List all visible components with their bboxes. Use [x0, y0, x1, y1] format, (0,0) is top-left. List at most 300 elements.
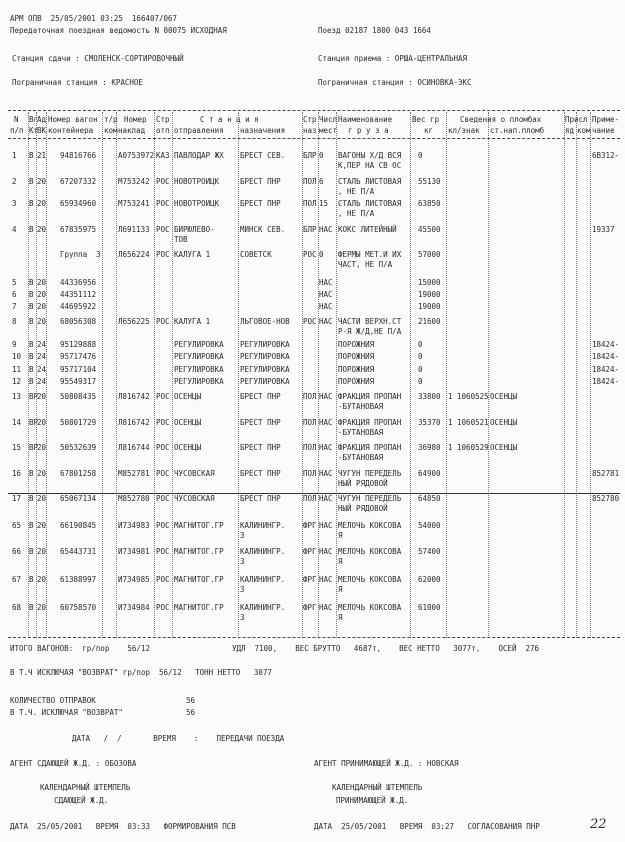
row-number: 16	[12, 469, 22, 478]
row-origin-country: КАЗ	[156, 151, 170, 160]
col-mest: Числ	[319, 115, 338, 124]
table-bottom-rule	[8, 637, 620, 638]
row-vg: В	[29, 575, 34, 584]
row-weight: 64850	[418, 494, 441, 503]
shipments-excl-value: 56	[186, 708, 196, 717]
section-rule	[8, 493, 620, 494]
row-dest-station: БРЕСТ ПНР	[240, 469, 281, 478]
row-cargo: КОКС ЛИТЕЙНЫЙ	[338, 225, 397, 234]
row-cargo-cont: -БУТАНОВАЯ	[338, 453, 384, 462]
row-cargo: ФЕРМЫ МЕТ.И ИХ	[338, 250, 402, 259]
row-cargo: ФРАКЦИЯ ПРОПАН	[338, 443, 402, 452]
row-dest-country: БЛР	[303, 151, 317, 160]
row-ad: 20	[37, 575, 47, 584]
row-dest-station-cont: З	[240, 531, 245, 540]
stamp-sending-label2: СДАЮЩЕЙ Ж.Д.	[54, 796, 109, 805]
row-waybill: И734984	[118, 603, 150, 612]
row-places: НАС	[319, 603, 333, 612]
row-origin-country: РОС	[156, 392, 170, 401]
row-dest-country: ПОЛ	[303, 392, 317, 401]
row-places: НАС	[319, 469, 333, 478]
row-dest-country: ПОЛ	[303, 443, 317, 452]
row-wagon: 67835975	[60, 225, 97, 234]
row-wagon: 66190845	[60, 521, 97, 530]
row-origin-station: КАЛУГА 1	[174, 317, 211, 326]
row-weight: 0	[418, 151, 423, 160]
row-dest-station: РЕГУЛИРОВКА	[240, 365, 290, 374]
row-dest-station: БРЕСТ ПНР	[240, 177, 281, 186]
row-seal-station: ОСЕНЦЫ	[490, 392, 518, 401]
row-origin-station: НОВОТРОИЦК	[174, 177, 220, 186]
doc-title: Передаточная поездная ведомость N 00075 ИСХОДНАЯ	[10, 26, 227, 35]
row-origin-country: РОС	[156, 443, 170, 452]
row-vg: ВР	[29, 392, 39, 401]
row-cargo: ФРАКЦИЯ ПРОПАН	[338, 392, 402, 401]
send-station: Станция сдачи : СМОЛЕНСК-СОРТИРОВОЧНЫЙ	[12, 54, 184, 63]
shipments-excl-label: В Т.Ч. ИСКЛЮЧАЯ "ВОЗВРАТ"	[10, 708, 123, 717]
row-ad: 20	[37, 302, 47, 311]
row-ad: 24	[37, 365, 47, 374]
row-number: 9	[12, 340, 17, 349]
col-ves: Вес гр	[412, 115, 440, 124]
row-dest-country: ПОЛ	[303, 494, 317, 503]
row-places: 0	[319, 250, 324, 259]
row-ad: 20	[37, 418, 47, 427]
row-origin-station: МАГНИТОГ.ГР	[174, 547, 224, 556]
shipments-count-label: КОЛИЧЕСТВО ОТПРАВОК	[10, 696, 96, 705]
row-wagon: 65067134	[60, 494, 97, 503]
row-ad: 20	[37, 225, 47, 234]
row-cargo-cont: НЫЙ РЯДОВОЙ	[338, 504, 388, 513]
row-seal-station: ОСЕНЦЫ	[490, 443, 518, 452]
col-note: Приме-	[592, 115, 620, 124]
row-note: 852781	[592, 469, 620, 478]
row-vg: ВР	[29, 443, 39, 452]
row-origin-station: ОСЕНЦЫ	[174, 392, 202, 401]
row-vg: В	[29, 603, 34, 612]
row-wagon: 44351112	[60, 290, 97, 299]
row-origin-country: РОС	[156, 225, 170, 234]
row-cargo: СТАЛЬ ЛИСТОВАЯ	[338, 177, 402, 186]
row-wagon: 44695922	[60, 302, 97, 311]
row-origin-station: ОСЕНЦЫ	[174, 418, 202, 427]
row-cargo-cont: ЧАСТ, НЕ П/А	[338, 260, 393, 269]
row-cargo-cont: , НЕ П/А	[338, 209, 375, 218]
row-origin-station: РЕГУЛИРОВКА	[174, 365, 224, 374]
row-waybill: М852780	[118, 494, 150, 503]
row-dest-country: ПОЛ	[303, 177, 317, 186]
row-ad: 20	[37, 547, 47, 556]
agent-sending: АГЕНТ СДАЮЩЕЙ Ж.Д. : ОБОЗОВА	[10, 759, 137, 768]
row-dest-country: РОС	[303, 250, 317, 259]
row-weight: 55130	[418, 177, 441, 186]
row-waybill: И734981	[118, 547, 150, 556]
row-dest-station: БРЕСТ СЕВ.	[240, 151, 286, 160]
row-origin-station: ОСЕНЦЫ	[174, 443, 202, 452]
row-weight: 57400	[418, 547, 441, 556]
row-number: 7	[12, 302, 17, 311]
approval-date: ДАТА 25/05/2001 ВРЕМЯ 03:27 СОГЛАСОВАНИЯ ПНР	[314, 822, 540, 831]
row-vg: В	[29, 469, 34, 478]
row-cargo-cont: Я	[338, 613, 343, 622]
row-places: НАС	[319, 317, 333, 326]
row-waybill: И734983	[118, 521, 150, 530]
row-wagon: 60758570	[60, 603, 97, 612]
row-dest-station-cont: З	[240, 585, 245, 594]
col-n: N	[14, 115, 19, 124]
row-note: 18424-	[592, 377, 620, 386]
row-vg: ВР	[29, 418, 39, 427]
row-ad: 20	[37, 317, 47, 326]
row-note: 852780	[592, 494, 620, 503]
row-origin-station: ЧУСОВСКАЯ	[174, 469, 215, 478]
row-origin-station: ПАВЛОДАР ЖХ	[174, 151, 224, 160]
row-wagon: 50532639	[60, 443, 97, 452]
row-dest-station: КАЛИНИНГР.	[240, 603, 286, 612]
row-cargo-cont: Р-Я Ж/Д,НЕ П/А	[338, 327, 402, 336]
row-origin-country: РОС	[156, 317, 170, 326]
row-number: 13	[12, 392, 22, 401]
row-dest-country: ПОЛ	[303, 418, 317, 427]
row-origin-station: КАЛУГА 1	[174, 250, 211, 259]
row-cargo-cont: НЫЙ РЯДОВОЙ	[338, 479, 388, 488]
row-ad: 20	[37, 290, 47, 299]
row-vg: В	[29, 317, 34, 326]
row-number: 1	[12, 151, 17, 160]
row-dest-station: КАЛИНИНГР.	[240, 521, 286, 530]
row-number: 5	[12, 278, 17, 287]
row-cargo-cont: -БУТАНОВАЯ	[338, 402, 384, 411]
row-weight: 0	[418, 352, 423, 361]
row-places: 6	[319, 177, 324, 186]
stamp-sending-label1: КАЛЕНДАРНЫЙ ШТЕМПЕЛЬ	[40, 783, 131, 792]
row-wagon: 65443731	[60, 547, 97, 556]
row-waybill: Л656224	[118, 250, 150, 259]
transfer-date-time: ДАТА / / ВРЕМЯ : ПЕРЕДАЧИ ПОЕЗДА	[72, 734, 285, 743]
row-weight: 57000	[418, 250, 441, 259]
row-note: 6В312-	[592, 151, 620, 160]
row-dest-country: ФРГ	[303, 603, 317, 612]
row-ad: 20	[37, 443, 47, 452]
row-dest-station: БРЕСТ ПНР	[240, 418, 281, 427]
row-cargo: СТАЛЬ ЛИСТОВАЯ	[338, 199, 402, 208]
row-dest-country: ПОЛ	[303, 199, 317, 208]
row-wagon: 68056308	[60, 317, 97, 326]
row-places: НАС	[319, 302, 333, 311]
shipments-count-value: 56	[186, 696, 196, 705]
row-origin-station: ЧУСОВСКАЯ	[174, 494, 215, 503]
row-vg: В	[29, 151, 34, 160]
row-dest-station: БРЕСТ ПНР	[240, 443, 281, 452]
row-weight: 62000	[418, 575, 441, 584]
row-vg: В	[29, 377, 34, 386]
row-ad: 20	[37, 278, 47, 287]
stamp-receiving-label1: КАЛЕНДАРНЫЙ ШТЕМПЕЛЬ	[332, 783, 423, 792]
row-ad: 20	[37, 177, 47, 186]
row-dest-country: ФРГ	[303, 575, 317, 584]
row-weight: 0	[418, 377, 423, 386]
row-weight: 54000	[418, 521, 441, 530]
row-number: 6	[12, 290, 17, 299]
row-weight: 36980	[418, 443, 441, 452]
row-places: НАС	[319, 547, 333, 556]
col-station: С т а н ц и я	[200, 115, 259, 124]
col-prisl: Присл	[565, 115, 588, 124]
row-wagon: 65934960	[60, 199, 97, 208]
agent-receiving: АГЕНТ ПРИНИМАЮЩЕЙ Ж.Д. : НОВСКАЯ	[314, 759, 459, 768]
row-number: 67	[12, 575, 22, 584]
row-ad: 20	[37, 521, 47, 530]
row-vg: В	[29, 278, 34, 287]
row-origin-country: РОС	[156, 418, 170, 427]
row-weight: 15000	[418, 278, 441, 287]
row-number: 10	[12, 352, 22, 361]
row-cargo: ЧУГУН ПЕРЕДЕЛЬ	[338, 494, 402, 503]
row-seal: 1 1060521	[448, 418, 489, 427]
row-wagon: 67207332	[60, 177, 97, 186]
col-strn: Стр	[303, 115, 317, 124]
row-places: НАС	[319, 575, 333, 584]
row-ad: 20	[37, 494, 47, 503]
row-origin-country: РОС	[156, 547, 170, 556]
row-vg: В	[29, 302, 34, 311]
row-dest-country: РОС	[303, 317, 317, 326]
row-dest-station: СОВЕТСК	[240, 250, 272, 259]
page-number: 22	[590, 817, 607, 832]
row-waybill: Л656225	[118, 317, 150, 326]
row-note: 19337	[592, 225, 615, 234]
row-origin-station: БИРЮЛЕВО-	[174, 225, 215, 234]
row-wagon: 50801729	[60, 418, 97, 427]
table-top-rule	[8, 110, 620, 111]
row-wagon: 95717104	[60, 365, 97, 374]
row-weight: 33800	[418, 392, 441, 401]
col-nakl: Номер	[124, 115, 147, 124]
row-dest-station-cont: З	[240, 613, 245, 622]
row-ad: 20	[37, 603, 47, 612]
row-cargo-cont: Я	[338, 585, 343, 594]
table-header-rule	[8, 138, 620, 139]
row-dest-station-cont: З	[240, 557, 245, 566]
row-weight: 21600	[418, 317, 441, 326]
row-seal: 1 1060525	[448, 392, 489, 401]
row-cargo-cont: , НЕ П/А	[338, 187, 375, 196]
row-ad: 20	[37, 469, 47, 478]
row-dest-station: БРЕСТ ПНР	[240, 392, 281, 401]
row-cargo: ПОРОЖНИЯ	[338, 365, 375, 374]
row-origin-country: РОС	[156, 521, 170, 530]
row-origin-station: МАГНИТОГ.ГР	[174, 521, 224, 530]
row-number: 11	[12, 365, 22, 374]
row-vg: В	[29, 340, 34, 349]
totals-wagons: ИТОГО ВАГОНОВ: гр/пор 56/12	[10, 644, 150, 653]
formation-date: ДАТА 25/05/2001 ВРЕМЯ 03:33 ФОРМИРОВАНИЯ ПСВ	[10, 822, 236, 831]
row-vg: В	[29, 199, 34, 208]
row-dest-station: РЕГУЛИРОВКА	[240, 340, 290, 349]
row-origin-station-cont: ТОВ	[174, 235, 188, 244]
row-wagon: 95549317	[60, 377, 97, 386]
row-dest-country: ФРГ	[303, 521, 317, 530]
row-dest-station: ЛЬГОВОЕ-НОВ	[240, 317, 290, 326]
row-dest-country: ПОЛ	[303, 469, 317, 478]
row-places: 15	[319, 199, 329, 208]
row-weight: 63850	[418, 199, 441, 208]
row-dest-station: БРЕСТ ПНР	[240, 494, 281, 503]
row-wagon: 95717476	[60, 352, 97, 361]
row-number: 17	[12, 494, 22, 503]
row-ad: 24	[37, 340, 47, 349]
row-cargo: МЕЛОЧЬ КОКСОВА	[338, 575, 402, 584]
row-places: 0	[319, 151, 324, 160]
col-ad: Ад	[37, 115, 47, 124]
row-origin-station: МАГНИТОГ.ГР	[174, 603, 224, 612]
row-origin-country: РОС	[156, 603, 170, 612]
row-seal-station: ОСЕНЦЫ	[490, 418, 518, 427]
row-places: НАС	[319, 225, 333, 234]
row-cargo: ПОРОЖНИЯ	[338, 340, 375, 349]
row-number: 15	[12, 443, 22, 452]
row-waybill: М753241	[118, 199, 150, 208]
row-dest-station: РЕГУЛИРОВКА	[240, 352, 290, 361]
row-cargo: ВАГОНЫ Х/Д ВСЯ	[338, 151, 402, 160]
row-waybill: Л691133	[118, 225, 150, 234]
row-number: 68	[12, 603, 22, 612]
row-wagon: 94816766	[60, 151, 97, 160]
doc-header-line1: АРМ ОПВ 25/05/2001 03:25 166407/067	[10, 14, 178, 23]
row-waybill: Л816744	[118, 443, 150, 452]
train-number: Поезд 02187 1800 043 1664	[318, 26, 431, 35]
row-places: НАС	[319, 494, 333, 503]
row-waybill: И734985	[118, 575, 150, 584]
row-ad: 20	[37, 199, 47, 208]
row-wagon: 44336956	[60, 278, 97, 287]
row-weight: 19000	[418, 290, 441, 299]
row-ad: 21	[37, 151, 47, 160]
row-number: 3	[12, 199, 17, 208]
row-waybill: Л816742	[118, 418, 150, 427]
row-dest-station: КАЛИНИНГР.	[240, 547, 286, 556]
row-places: НАС	[319, 278, 333, 287]
row-ad: 24	[37, 352, 47, 361]
row-weight: 0	[418, 340, 423, 349]
row-seal: 1 1060529	[448, 443, 489, 452]
border-station-right: Пограничная станция : ОСИНОВКА-ЭКС	[318, 78, 472, 87]
row-number: 2	[12, 177, 17, 186]
row-ad: 20	[37, 392, 47, 401]
row-cargo: ЧАСТИ ВЕРХН.СТ	[338, 317, 402, 326]
row-waybill: М852781	[118, 469, 150, 478]
row-places: НАС	[319, 521, 333, 530]
row-dest-station: КАЛИНИНГР.	[240, 575, 286, 584]
row-dest-station: БРЕСТ ПНР	[240, 199, 281, 208]
row-wagon: Группа 3	[60, 250, 101, 259]
row-origin-station: МАГНИТОГ.ГР	[174, 575, 224, 584]
row-cargo: ФРАКЦИЯ ПРОПАН	[338, 418, 402, 427]
row-note: 18424-	[592, 340, 620, 349]
row-weight: 19000	[418, 302, 441, 311]
row-weight: 35370	[418, 418, 441, 427]
row-places: НАС	[319, 443, 333, 452]
row-vg: В	[29, 225, 34, 234]
col-tr: т/р	[104, 115, 118, 124]
row-origin-country: РОС	[156, 199, 170, 208]
row-cargo: ПОРОЖНИЯ	[338, 377, 375, 386]
row-weight: 61000	[418, 603, 441, 612]
row-number: 12	[12, 377, 22, 386]
row-wagon: 95129888	[60, 340, 97, 349]
col-wagon: Номер вагон	[48, 115, 98, 124]
row-note: 18424-	[592, 352, 620, 361]
row-origin-country: РОС	[156, 177, 170, 186]
row-waybill: Л816742	[118, 392, 150, 401]
col-str: Стр	[156, 115, 170, 124]
row-cargo: МЕЛОЧЬ КОКСОВА	[338, 521, 402, 530]
row-ad: 24	[37, 377, 47, 386]
row-number: 66	[12, 547, 22, 556]
row-cargo: ЧУГУН ПЕРЕДЕЛЬ	[338, 469, 402, 478]
col-cargo: Наименование	[338, 115, 393, 124]
row-origin-station: РЕГУЛИРОВКА	[174, 377, 224, 386]
row-number: 4	[12, 225, 17, 234]
row-waybill: А0753972	[118, 151, 155, 160]
row-number: 65	[12, 521, 22, 530]
row-dest-country: БЛР	[303, 225, 317, 234]
recv-station: Станция приема : ОРША-ЦЕНТРАЛЬНАЯ	[318, 54, 468, 63]
totals-weight: УДЛ 7100, ВЕС БРУТТО 4687т, ВЕС НЕТТО 3077т, ОСЕЙ 276	[232, 644, 540, 653]
row-waybill: М753242	[118, 177, 150, 186]
row-cargo: МЕЛОЧЬ КОКСОВА	[338, 603, 402, 612]
row-dest-station: РЕГУЛИРОВКА	[240, 377, 290, 386]
row-wagon: 50808435	[60, 392, 97, 401]
border-station-left: Пограничная станция : КРАСНОЕ	[12, 78, 143, 87]
row-weight: 45500	[418, 225, 441, 234]
row-vg: В	[29, 177, 34, 186]
row-cargo-cont: Я	[338, 557, 343, 566]
row-places: НАС	[319, 290, 333, 299]
row-origin-station: НОВОТРОИЦК	[174, 199, 220, 208]
row-cargo-cont: -БУТАНОВАЯ	[338, 428, 384, 437]
row-wagon: 67801258	[60, 469, 97, 478]
stamp-receiving-label2: ПРИНИМАЮЩЕЙ Ж.Д.	[336, 796, 409, 805]
row-cargo-cont: Я	[338, 531, 343, 540]
col-plomb: Сведения о пломбах	[460, 115, 542, 124]
row-weight: 0	[418, 365, 423, 374]
row-origin-station: РЕГУЛИРОВКА	[174, 352, 224, 361]
row-places: НАС	[319, 418, 333, 427]
row-places: НАС	[319, 392, 333, 401]
row-origin-country: РОС	[156, 469, 170, 478]
row-vg: В	[29, 352, 34, 361]
row-vg: В	[29, 365, 34, 374]
row-vg: В	[29, 547, 34, 556]
row-cargo-cont: К,ПЕР НА СВ ОС	[338, 161, 402, 170]
row-cargo: МЕЛОЧЬ КОКСОВА	[338, 547, 402, 556]
row-origin-country: РОС	[156, 494, 170, 503]
row-wagon: 61388997	[60, 575, 97, 584]
totals-excluding-return: В Т.Ч ИСКЛЮЧАЯ "ВОЗВРАТ" гр/пор 56/12 ТОНН НЕТТО 3077	[10, 668, 272, 677]
row-number: 14	[12, 418, 22, 427]
row-dest-country: ФРГ	[303, 547, 317, 556]
row-origin-country: РОС	[156, 250, 170, 259]
row-cargo: ПОРОЖНИЯ	[338, 352, 375, 361]
row-origin-station: РЕГУЛИРОВКА	[174, 340, 224, 349]
row-note: 18424-	[592, 365, 620, 374]
row-weight: 64900	[418, 469, 441, 478]
row-number: 8	[12, 317, 17, 326]
row-vg: В	[29, 290, 34, 299]
row-origin-country: РОС	[156, 575, 170, 584]
col-vg: Вг	[29, 115, 39, 124]
